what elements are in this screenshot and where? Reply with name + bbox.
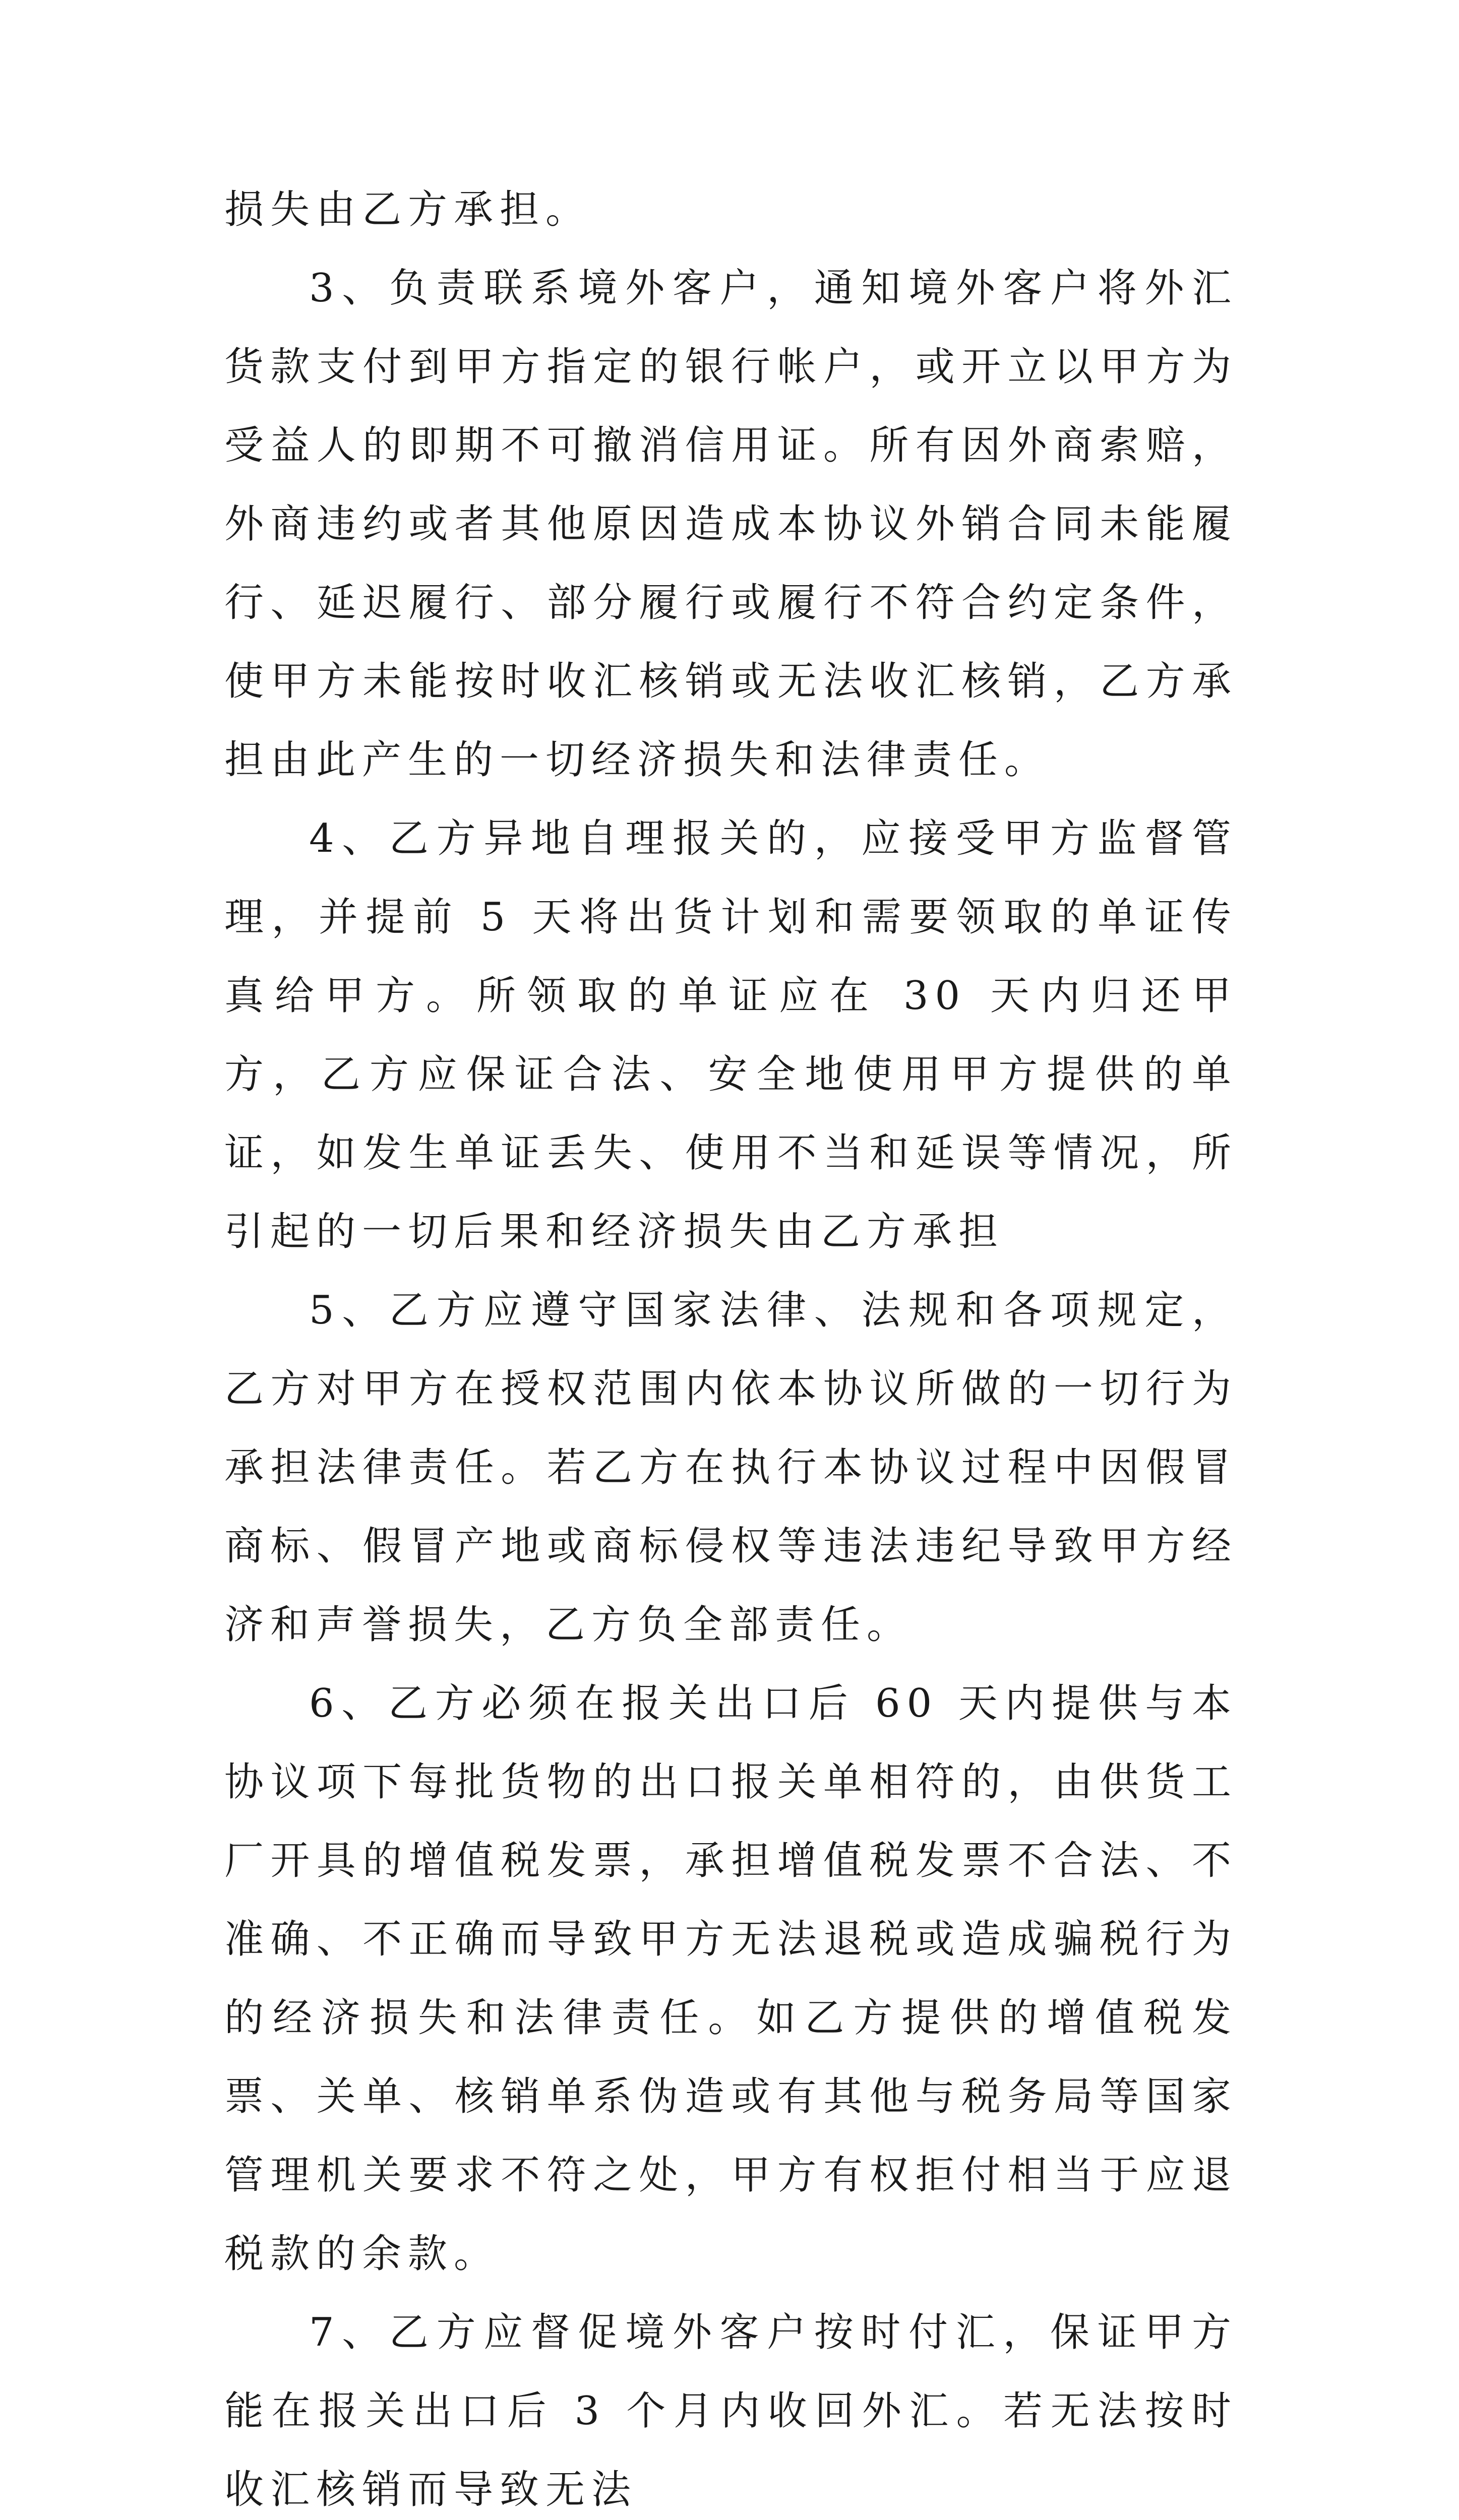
paragraph-clause-7: 7、乙方应督促境外客户按时付汇，保证甲方能在报关出口后 3 个月内收回外汇。若无法按时收汇核销而导致无法 xyxy=(224,2310,1238,2512)
document-body xyxy=(224,170,1238,2520)
paragraph-clause-4: 4、乙方异地自理报关的，应接受甲方监督管理，并提前 5 天将出货计划和需要领取的单证传真给甲方。所领取的单证应在 30 天内归还甲方，乙方应保证合法、安全地使用甲方提供的单证，如发生单证丢失、使用不当和延误等情况，所引起的一切后果和经济损失由乙方承担 xyxy=(224,816,1238,1254)
paragraph-continuation: 损失由乙方承担。 xyxy=(224,187,592,232)
paragraph-clause-3: 3、负责联系境外客户，通知境外客户将外汇货款支付到甲方指定的银行帐户，或开立以甲方为受益人的即期不可撤消信用证。所有因外商索赔，外商违约或者其他原因造成本协议外销合同未能履行、延迟履行、部分履行或履行不符合约定条件，使甲方未能按时收汇核销或无法收汇核销，乙方承担由此产生的一切经济损失和法律责任。 xyxy=(224,266,1238,783)
paragraph-clause-6: 6、乙方必须在报关出口后 60 天内提供与本协议项下每批货物的出口报关单相符的，由供货工厂开具的增值税发票，承担增值税发票不合法、不准确、不正确而导致甲方无法退税或造成骗税行为的经济损失和法律责任。如乙方提供的增值税发票、关单、核销单系伪造或有其他与税务局等国家管理机关要求不符之处，甲方有权拒付相当于应退税款的余款。 xyxy=(224,1681,1238,2277)
paragraph-clause-5: 5、乙方应遵守国家法律、法规和各项规定，乙方对甲方在授权范围内依本协议所做的一切行为承担法律责任。若乙方在执行本协议过程中因假冒商标、假冒产地或商标侵权等违法违纪导致甲方经济和声誉损失，乙方负全部责任。 xyxy=(224,1288,1238,1648)
